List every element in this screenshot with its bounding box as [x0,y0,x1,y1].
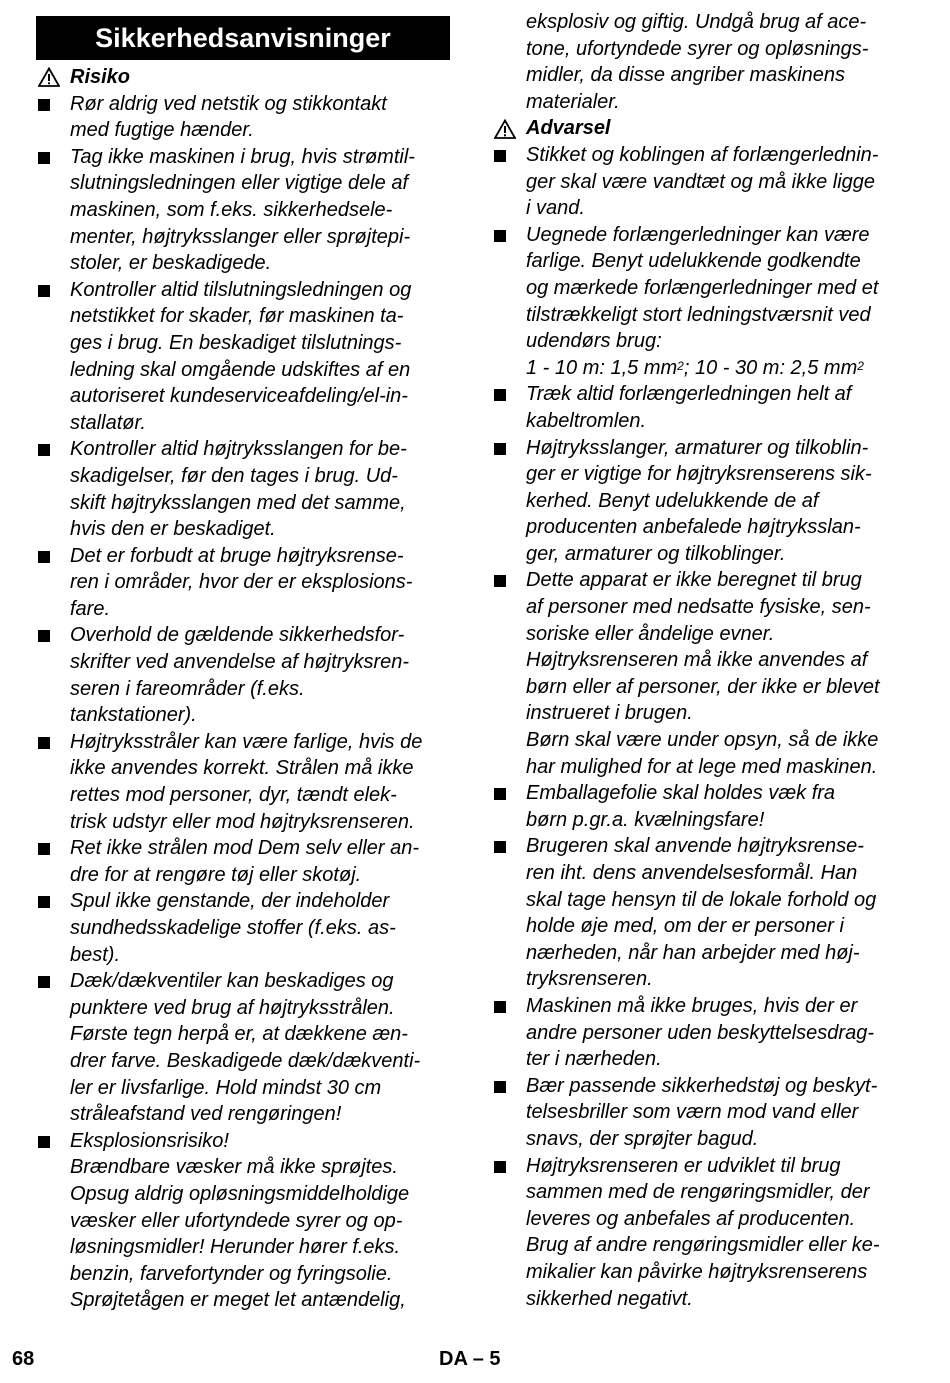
text-line: ger, armaturer og tilkoblinger. [526,542,786,565]
page-number: 68 [12,1348,35,1370]
list-item [36,622,450,728]
square-bullet-icon [38,976,50,988]
square-bullet-icon [38,551,50,563]
text-line: Højtryksrenseren må ikke anvendes af [526,649,868,672]
square-bullet-icon [494,1161,506,1173]
list-item [492,381,912,434]
square-bullet-icon [38,152,50,164]
text-line: Brug af andre rengøringsmidler eller ke- [526,1234,880,1257]
square-bullet-icon [494,1001,506,1013]
text-line: benzin, farvefortynder og fyringsolie. [70,1262,393,1285]
text-line: ger skal være vandtæt og må ikke ligge [526,170,876,193]
risk-list [36,91,450,1314]
superscript: 2 [857,358,864,373]
list-item [492,833,912,993]
text-line: Ret ikke strålen mod Dem selv eller an- [70,837,420,860]
text-line: med fugtige hænder. [70,119,254,142]
text-line: autoriseret kundeserviceafdeling/el-in- [70,385,408,408]
spec-text: 1 - 10 m: 1,5 mm [526,356,678,379]
text-line: Kontroller altid tilslutningsledningen og [70,278,412,301]
warning-triangle-icon [494,119,516,139]
spec-text: ; 10 - 30 m: 2,5 mm [683,356,858,379]
text-line: Stikket og koblingen af forlængerlednin- [526,143,879,166]
text-line: stråleafstand ved rengøringen! [70,1103,342,1126]
text-line: farlige. Benyt udelukkende godkendte [526,250,861,273]
risk-heading [36,64,450,91]
text-line: skal tage hensyn til de lokale forhold og [526,888,877,911]
list-item [492,222,912,382]
text-line: tone, ufortyndede syrer og opløsnings- [526,37,869,60]
square-bullet-icon [38,444,50,456]
square-bullet-icon [38,99,50,111]
text-line: fare. [70,597,111,620]
text-line: dre for at rengøre tøj eller skotøj. [70,863,362,886]
text-line: Kontroller altid højtryksslangen for be- [70,438,407,461]
text-line: leveres og anbefales af producenten. [526,1207,856,1230]
text-line: væsker eller ufortyndede syrer og op- [70,1209,403,1232]
text-line: Tag ikke maskinen i brug, hvis strømtil- [70,145,415,168]
square-bullet-icon [494,389,506,401]
text-line: Træk altid forlængerledningen helt af [526,383,852,406]
list-item [36,888,450,968]
text-line: punktere ved brug af højtryksstrålen. [70,996,395,1019]
text-line: stallatør. [70,411,146,434]
list-item [492,1153,912,1313]
list-item [492,1073,912,1153]
text-line: tankstationer). [70,704,197,727]
text-line: har mulighed for at lege med maskinen. [526,755,878,778]
text-line: soriske eller åndelige evner. [526,622,775,645]
text-line: snavs, der sprøjter bagud. [526,1127,759,1150]
text-line: skrifter ved anvendelse af højtryksren- [70,651,410,674]
text-line: sammen med de rengøringsmidler, der [526,1181,870,1204]
text-line: Sprøjtetågen er meget let antændelig, [70,1289,406,1312]
text-line: Overhold de gældende sikkerhedsfor- [70,624,405,647]
left-column [36,0,450,1314]
square-bullet-icon [38,1136,50,1148]
text-line: slutningsledningen eller vigtige dele af [70,172,409,195]
text-line: Højtryksrenseren er udviklet til brug [526,1154,841,1177]
list-item [492,435,912,568]
right-column [492,9,912,1312]
text-line: telsesbriller som værn mod vand eller [526,1101,859,1124]
text-line: drer farve. Beskadigede dæk/dækventi- [70,1049,421,1072]
text-line: Børn skal være under opsyn, så de ikke [526,729,879,752]
square-bullet-icon [494,230,506,242]
list-item [36,968,450,1128]
list-item [36,436,450,542]
square-bullet-icon [494,150,506,162]
text-line: ledning skal omgående udskiftes af en [70,358,411,381]
page-label: DA – 5 [439,1348,501,1370]
text-line: Eksplosionsrisiko! [70,1129,229,1152]
text-line: sundhedsskadelige stoffer (f.eks. as- [70,917,396,939]
text-line: Højtryksstråler kan være farlige, hvis de [70,730,423,753]
list-item [36,835,450,888]
text-line: ter i nærheden. [526,1048,662,1071]
text-line: Opsug aldrig opløsningsmiddelholdige [70,1182,410,1205]
text-line: kabeltromlen. [526,409,647,432]
text-line: af personer med nedsatte fysiske, sen- [526,596,871,619]
list-item [492,780,912,833]
list-item [492,567,912,780]
text-line: ren i områder, hvor der er eksplosions- [70,571,413,594]
warning-triangle-icon [38,67,60,87]
list-item [36,1128,450,1314]
square-bullet-icon [494,1081,506,1093]
text-line: rettes mod personer, dyr, tændt elek- [70,784,397,807]
text-line: ler er livsfarlige. Hold mindst 30 cm [70,1076,382,1099]
text-line: løsningsmidler! Herunder hører f.eks. [70,1236,401,1259]
text-line: stoler, er beskadigede. [70,252,272,275]
text-line: børn eller af personer, der ikke er blevet [526,675,880,698]
list-item [36,543,450,623]
text-line: Emballagefolie skal holdes væk fra [526,782,836,805]
text-line: eksplosiv og giftig. Undgå brug af ace- [526,11,867,33]
text-line: holde øje med, om der er personer i [526,915,844,938]
list-item [492,142,912,222]
square-bullet-icon [494,443,506,455]
text-line: menter, højtryksslanger eller sprøjtepi- [70,225,411,248]
list-item [36,91,450,144]
text-line: instrueret i brugen. [526,702,693,725]
text-line: kerhed. Benyt udelukkende de af [526,489,819,512]
risk-heading-label: Risiko [70,66,131,88]
section-title: Sikkerhedsanvisninger [95,22,391,53]
text-line: Uegnede forlængerledninger kan være [526,223,870,246]
text-line: børn p.gr.a. kvælningsfare! [526,808,765,831]
list-item [492,993,912,1073]
text-line: sikkerhed negativt. [526,1287,693,1310]
text-line: tryksrenseren. [526,968,653,991]
text-line: mikalier kan påvirke højtryksrenserens [526,1260,868,1283]
text-line: midler, da disse angriber maskinens [526,64,846,87]
text-line: Første tegn herpå er, at dækkene æn- [70,1023,408,1046]
text-line: tilstrækkeligt stort ledningstværsnit ved [526,303,871,326]
text-line: ges i brug. En beskadiget tilslutnings- [70,331,402,354]
text-line: Højtryksslanger, armaturer og tilkoblin- [526,436,869,459]
list-item [36,277,450,437]
text-line: materialer. [526,90,620,113]
text-line: i vand. [526,197,585,220]
text-line: ren iht. dens anvendelsesformål. Han [526,862,858,884]
text-line: hvis den er beskadiget. [70,518,276,541]
text-line: Rør aldrig ved netstik og stikkontakt [70,92,387,115]
text-line: ger er vigtige for højtryksrenserens sik- [526,463,872,486]
text-line: Det er forbudt at bruge højtryksrense- [70,544,404,567]
list-item [36,144,450,277]
list-item [36,729,450,835]
text-line: udendørs brug: [526,330,662,353]
text-line: nærheden, når han arbejder med høj- [526,941,860,964]
square-bullet-icon [38,896,50,908]
text-line: andre personer uden beskyttelsesdrag- [526,1021,874,1044]
text-line: Dæk/dækventiler kan beskadiges og [70,970,394,993]
square-bullet-icon [38,630,50,642]
text-line: og mærkede forlængerledninger med et [526,276,879,299]
square-bullet-icon [494,575,506,587]
square-bullet-icon [494,788,506,800]
cable-spec-line [526,355,912,382]
warning-heading-label: Advarsel [526,117,611,140]
text-line: best). [70,943,121,966]
text-line: skadigelser, før den tages i brug. Ud- [70,464,398,487]
text-line: Dette apparat er ikke beregnet til brug [526,569,862,592]
text-line: ikke anvendes korrekt. Strålen må ikke [70,757,414,780]
section-title-bar [36,16,450,60]
square-bullet-icon [38,737,50,749]
text-line: seren i fareområder (f.eks. [70,677,305,700]
text-line: skift højtryksslangen med det samme, [70,491,406,514]
square-bullet-icon [494,841,506,853]
warning-list [492,142,912,1312]
continued-paragraph [492,9,912,115]
text-line: producenten anbefalede højtryksslan- [526,516,861,539]
text-line: Maskinen må ikke bruges, hvis der er [526,994,858,1017]
text-line: maskinen, som f.eks. sikkerhedsele- [70,198,393,221]
text-line: Brugeren skal anvende højtryksrense- [526,835,864,858]
square-bullet-icon [38,285,50,297]
warning-heading [492,115,912,142]
text-line: trisk udstyr eller mod højtryksrenseren. [70,810,415,833]
text-line: Spul ikke genstande, der indeholder [70,890,390,913]
square-bullet-icon [38,843,50,855]
text-line: netstikket for skader, før maskinen ta- [70,305,404,328]
text-line: Brændbare væsker må ikke sprøjtes. [70,1156,398,1179]
text-line: Bær passende sikkerhedstøj og beskyt- [526,1074,878,1097]
superscript: 2 [677,358,684,373]
